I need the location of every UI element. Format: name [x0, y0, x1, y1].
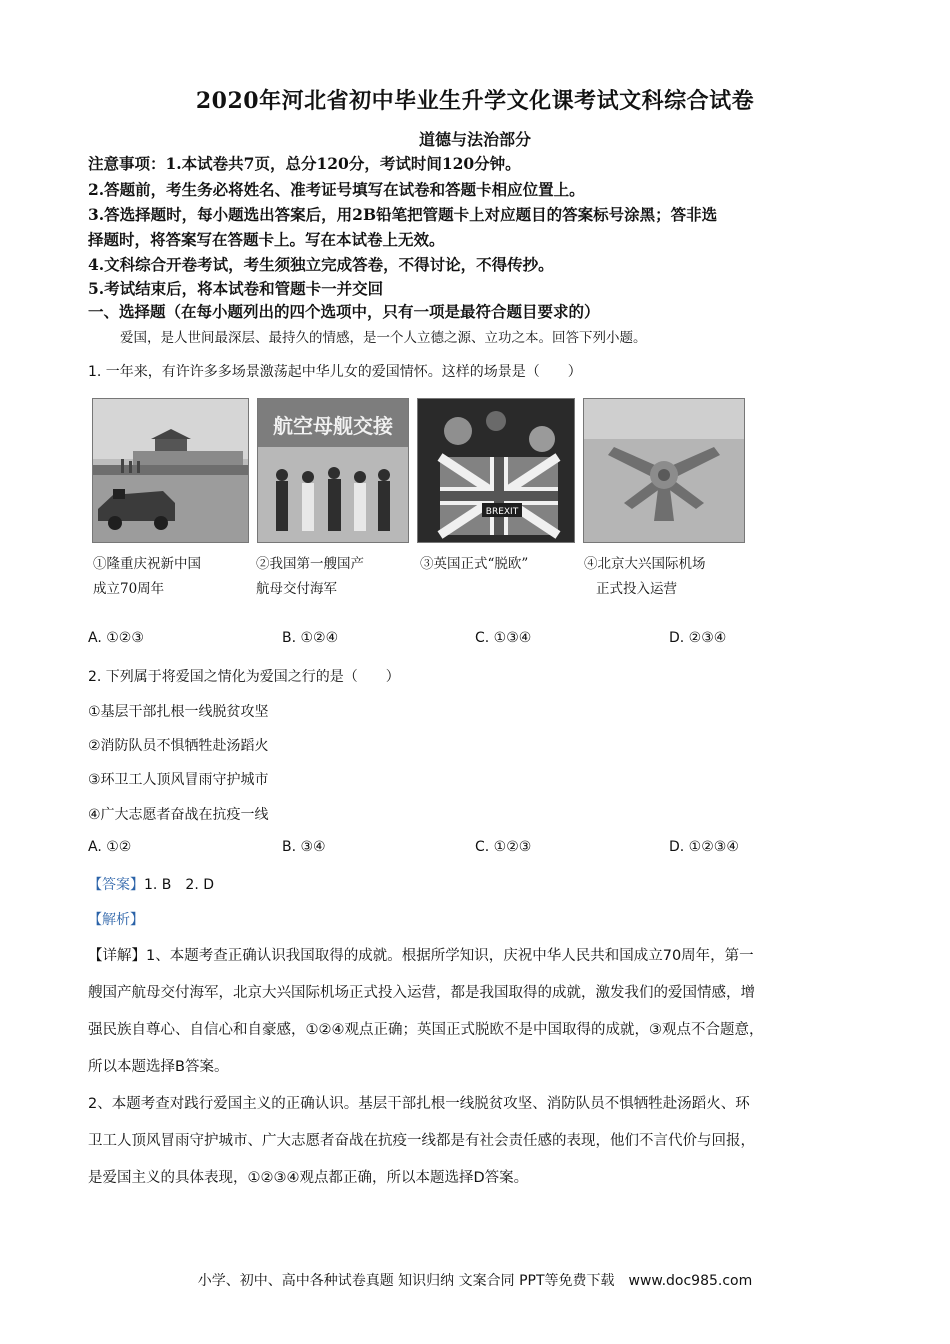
- question-1-stem: 1. 一年来，有许许多多场景激荡起中华儿女的爱国情怀。这样的场景是（ ）: [88, 364, 582, 380]
- question-2-stem: 2. 下列属于将爱国之情化为爱国之行的是（ ）: [88, 669, 400, 685]
- notice-line: 4.文科综合开卷考试，考生须独立完成答卷，不得讨论，不得传抄。: [88, 255, 554, 274]
- answer-text: 1. B 2. D: [144, 877, 214, 893]
- q2-option-c[interactable]: C. ①②③: [475, 839, 532, 855]
- notice-line: 3.答选择题时，每小题选出答案后，用2B铅笔把管题卡上对应题目的答案标号涂黑；答非选: [88, 205, 718, 224]
- q2-statement: ①基层干部扎根一线脱贫攻坚: [88, 704, 269, 720]
- q2-option-a[interactable]: A. ①②: [88, 839, 132, 855]
- notice-line: 5.考试结束后，将本试卷和管题卡一并交回: [88, 279, 384, 298]
- q1-option-d[interactable]: D. ②③④: [669, 630, 727, 646]
- page-title: 2020年河北省初中毕业生升学文化课考试文科综合试卷: [195, 88, 755, 114]
- q2-option-b[interactable]: B. ③④: [282, 839, 326, 855]
- explanation-line: 【详解】1、本题考查正确认识我国取得的成就。根据所学知识，庆祝中华人民共和国成立70周年，第一: [88, 948, 754, 964]
- photo-national-day-parade: [92, 398, 249, 543]
- explanation-line: 艘国产航母交付海军，北京大兴国际机场正式投入运营，都是我国取得的成就，激发我们的爱国情感，增: [88, 985, 755, 1001]
- page-subtitle: 道德与法治部分: [418, 130, 531, 149]
- photo-brexit-flag: [417, 398, 575, 543]
- notice-line: 2.答题前，考生务必将姓名、准考证号填写在试卷和答题卡相应位置上。: [88, 180, 585, 199]
- q1-option-b[interactable]: B. ①②④: [282, 630, 339, 646]
- q2-option-d[interactable]: D. ①②③④: [669, 839, 739, 855]
- q2-statement: ③环卫工人顶风冒雨守护城市: [88, 772, 269, 788]
- notice-line: 择题时，将答案写在答题卡上。写在本试卷上无效。: [88, 230, 445, 249]
- q2-statement: ④广大志愿者奋战在抗疫一线: [88, 807, 269, 823]
- answer-label: 【答案】: [88, 877, 144, 893]
- explanation-line: 强民族自尊心、自信心和自豪感，①②④观点正确；英国正式脱欧不是中国取得的成就，③观点不合题意，: [88, 1022, 764, 1038]
- q1-option-c[interactable]: C. ①③④: [475, 630, 532, 646]
- banner-text: 航空母舰交接: [273, 414, 393, 438]
- q2-statement: ②消防队员不惧牺牲赴汤蹈火: [88, 738, 269, 754]
- lead-paragraph: 爱国，是人世间最深层、最持久的情感，是一个人立德之源、立功之本。回答下列小题。: [120, 330, 647, 346]
- explanation-line: 卫工人顶风冒雨守护城市、广大志愿者奋战在抗疫一线都是有社会责任感的表现，他们不言代价与回报，: [88, 1133, 755, 1149]
- q1-option-a[interactable]: A. ①②③: [88, 630, 144, 646]
- answer-line: [88, 874, 214, 894]
- photo-daxing-airport: [583, 398, 745, 543]
- section-heading: 一、选择题（在每小题列出的四个选项中，只有一项是最符合题目要求的）: [88, 302, 600, 321]
- photo-1-caption: ①隆重庆祝新中国 成立70周年: [93, 556, 201, 597]
- flag-text: BREXIT: [485, 507, 519, 517]
- photo-4-caption: ④北京大兴国际机场 正式投入运营: [584, 556, 706, 597]
- photo-3-caption: ③英国正式“脱欧”: [420, 556, 529, 572]
- explanation-line: 所以本题选择B答案。: [88, 1059, 229, 1075]
- explanation-line: 2、本题考查对践行爱国主义的正确认识。基层干部扎根一线脱贫攻坚、消防队员不惧牺牲赴汤蹈火、环: [88, 1096, 750, 1112]
- notice-line: 注意事项：1.本试卷共7页，总分120分，考试时间120分钟。: [88, 154, 521, 173]
- analysis-label: 【解析】: [88, 912, 144, 928]
- explanation-line: 是爱国主义的具体表现，①②③④观点都正确，所以本题选择D答案。: [88, 1170, 529, 1186]
- photo-2-caption: ②我国第一艘国产 航母交付海军: [256, 556, 364, 597]
- photo-carrier-handover: [257, 398, 409, 543]
- footer-text: 小学、初中、高中各种试卷真题 知识归纳 文案合同 PPT等免费下载 www.doc985.com: [197, 1273, 753, 1289]
